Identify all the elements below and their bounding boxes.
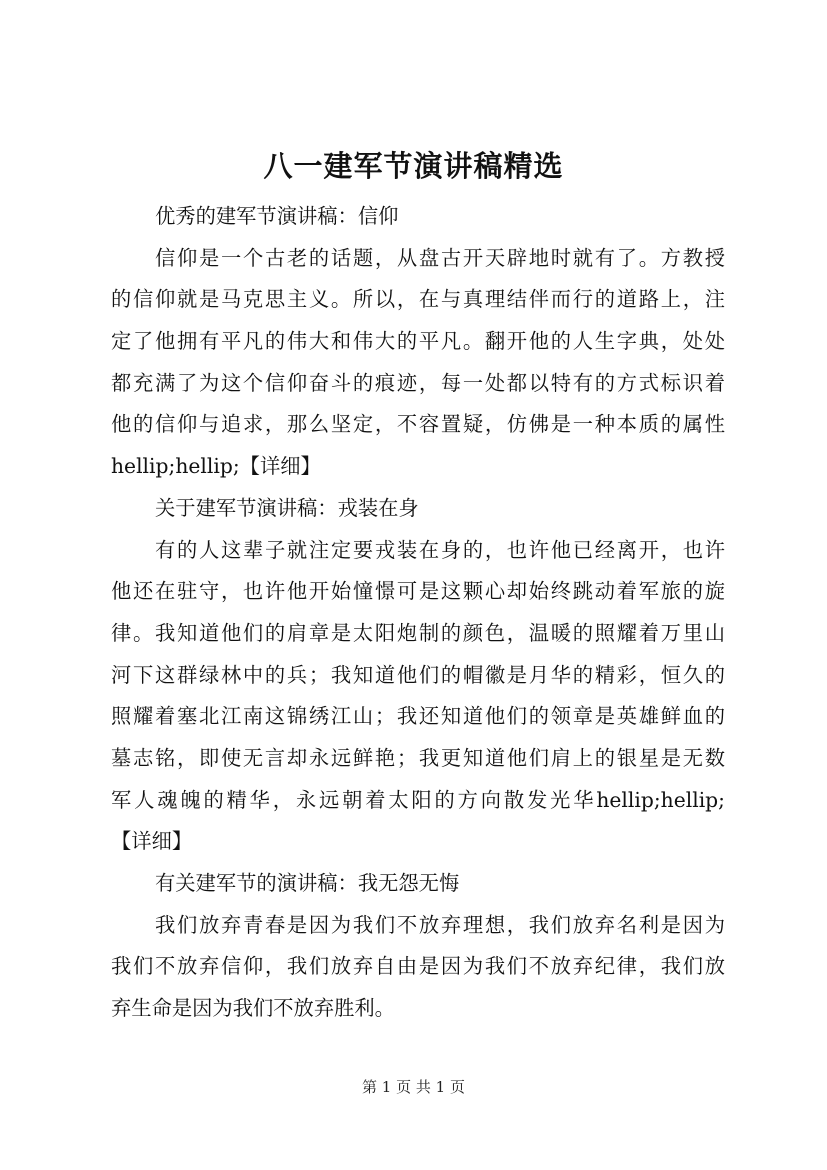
paragraph-line: 的信仰就是马克思主义。所以，在与真理结伴而行的道路上，注 bbox=[111, 287, 725, 312]
paragraph-line: 弃生命是因为我们不放弃胜利。 bbox=[111, 996, 395, 1021]
section-heading-3: 有关建军节的演讲稿：我无怨无悔 bbox=[155, 871, 460, 895]
section-heading-2: 关于建军节演讲稿：戎装在身 bbox=[155, 495, 419, 520]
section-heading-1: 优秀的建军节演讲稿：信仰 bbox=[155, 204, 399, 228]
detail-link[interactable]: 【详细】 bbox=[111, 829, 193, 854]
paragraph-line: 他还在驻守，也许他开始憧憬可是这颗心却始终跳动着军旅的旋 bbox=[111, 579, 725, 604]
paragraph-line: 照耀着塞北江南这锦绣江山；我还知道他们的领章是英雄鲜血的 bbox=[111, 704, 725, 729]
paragraph-line: 定了他拥有平凡的伟大和伟大的平凡。翻开他的人生字典，处处 bbox=[111, 329, 725, 354]
paragraph-line: 军人魂魄的精华，永远朝着太阳的方向散发光华hellip;hellip; bbox=[111, 787, 725, 812]
document-body bbox=[111, 196, 725, 1030]
paragraph-line-detail-link[interactable]: hellip;hellip;【详细】 bbox=[111, 454, 321, 479]
paragraph-line: 我们放弃青春是因为我们不放弃理想，我们放弃名利是因为 bbox=[155, 912, 725, 937]
document-title: 八一建军节演讲稿精选 bbox=[263, 149, 564, 183]
page-footer: 第 1 页 共 1 页 bbox=[362, 1078, 465, 1096]
paragraph-line: 他的信仰与追求，那么坚定，不容置疑，仿佛是一种本质的属性 bbox=[111, 412, 725, 437]
paragraph-line: 我们不放弃信仰，我们放弃自由是因为我们不放弃纪律，我们放 bbox=[111, 954, 725, 979]
paragraph-line: 河下这群绿林中的兵；我知道他们的帽徽是月华的精彩，恒久的 bbox=[111, 662, 725, 687]
paragraph-line: 信仰是一个古老的话题，从盘古开天辟地时就有了。方教授 bbox=[155, 245, 725, 270]
paragraph-line: 有的人这辈子就注定要戎装在身的，也许他已经离开，也许 bbox=[155, 537, 725, 562]
paragraph-line: 律。我知道他们的肩章是太阳炮制的颜色，温暖的照耀着万里山 bbox=[111, 620, 725, 645]
paragraph-line: 都充满了为这个信仰奋斗的痕迹，每一处都以特有的方式标识着 bbox=[111, 370, 725, 395]
paragraph-line: 墓志铭，即使无言却永远鲜艳；我更知道他们肩上的银星是无数 bbox=[111, 745, 725, 770]
